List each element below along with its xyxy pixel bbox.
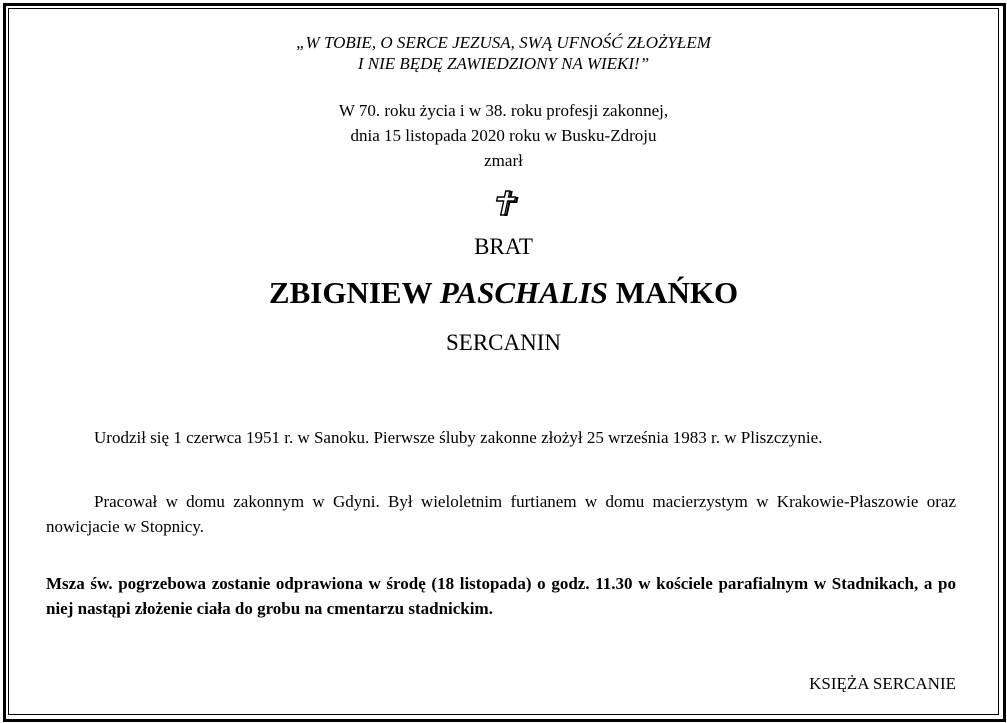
intro-line-1: W 70. roku życia i w 38. roku profesji zakonnej,: [338, 101, 669, 120]
motto-line-2: I NIE BĘDĘ ZAWIEDZIONY NA WIEKI!”: [357, 54, 650, 73]
religious-order: SERCANIN: [445, 330, 561, 355]
signature: KSIĘŻA SERCANIE: [809, 674, 956, 693]
religious-name: PASCHALIS: [439, 275, 609, 310]
paragraph-funeral: Msza św. pogrzebowa zostanie odprawiona w środę (18 listopada) o godz. 11.30 w kościele parafialnym w Stadnikach, a po niej nastąpi złożenie ciała do grobu na cmentarzu stadnickim.: [46, 574, 956, 618]
latin-cross-icon: [489, 190, 519, 216]
motto: [0, 32, 1007, 74]
paragraph-birth: Urodził się 1 czerwca 1951 r. w Sanoku. Pierwsze śluby zakonne złożył 25 września 1983 r. w Pliszczynie.: [94, 428, 823, 447]
first-name: ZBIGNIEW: [268, 275, 433, 310]
cross-symbol: [0, 190, 1007, 230]
last-name: MAŃKO: [615, 275, 739, 310]
motto-line-1: „W TOBIE, O SERCE JEZUSA, SWĄ UFNOŚĆ ZŁOŻYŁEM: [296, 33, 711, 52]
deceased-name: [0, 273, 1007, 313]
death-notice-intro: [0, 98, 1007, 173]
paragraph-work: Pracował w domu zakonnym w Gdyni. Był wieloletnim furtianem w domu macierzystym w Krakowie-Płaszowie oraz nowicjacie w Stopnicy.: [46, 492, 956, 536]
intro-line-2: dnia 15 listopada 2020 roku w Busku-Zdroju: [350, 126, 657, 145]
title-brat: BRAT: [474, 234, 533, 259]
intro-line-3: zmarł: [484, 151, 523, 170]
